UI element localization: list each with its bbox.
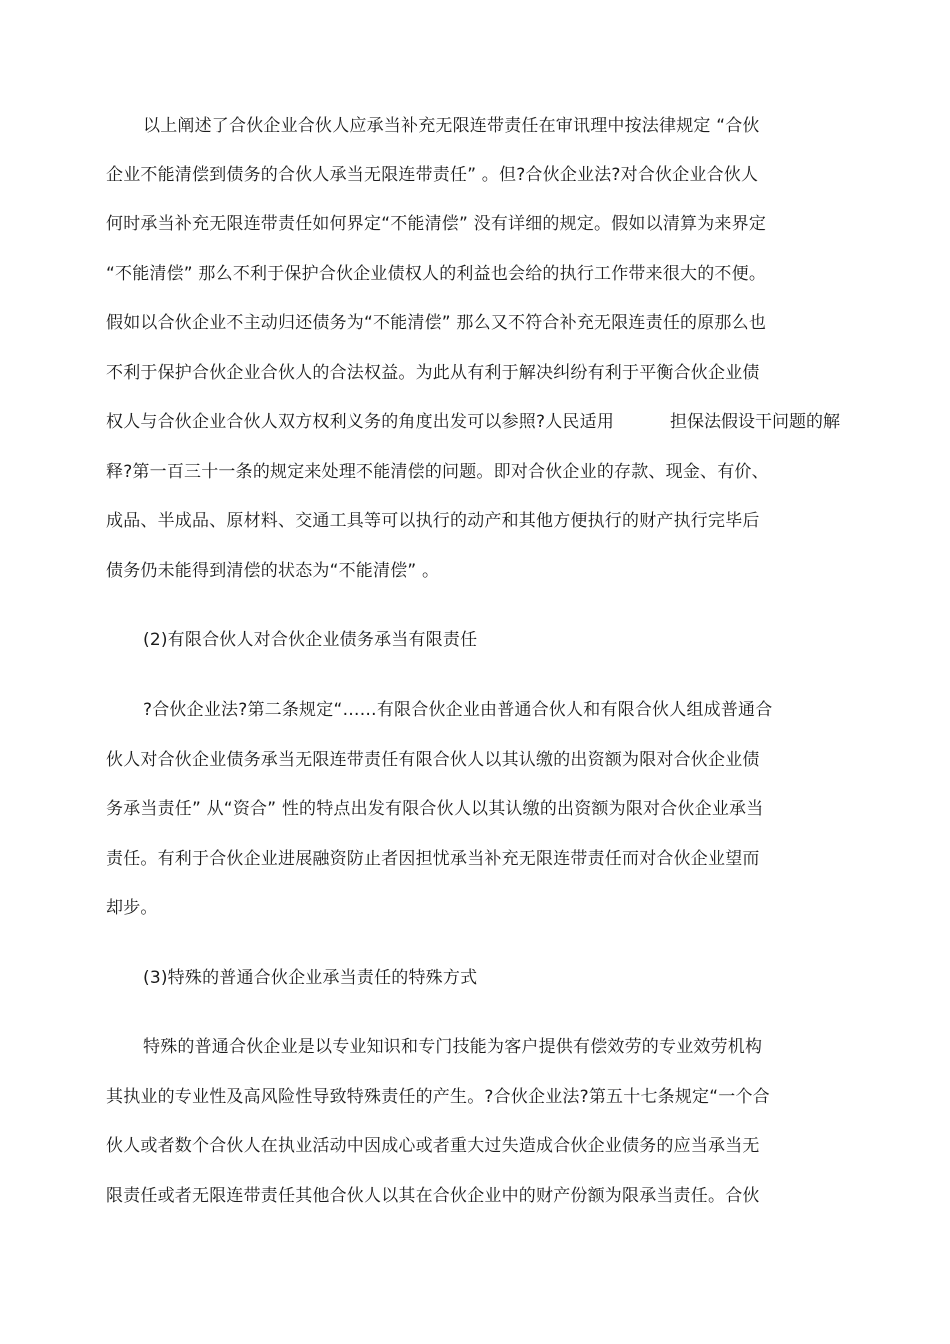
- text-line-5: 假如以合伙企业不主动归还债务为“不能清偿” 那么又不符合补充无限连责任的原那么也: [106, 313, 767, 333]
- section-heading-2: (2)有限合伙人对合伙企业债务承当有限责任: [143, 630, 478, 650]
- text-line-16: 却步。: [106, 898, 158, 918]
- text-line-3: 何时承当补充无限连带责任如何界定“不能清偿” 没有详细的规定。假如以清算为来界定: [106, 214, 767, 234]
- text-line-6: 不利于保护合伙企业合伙人的合法权益。为此从有利于解决纠纷有利于平衡合伙企业债: [106, 363, 760, 383]
- text-line-7: 权人与合伙企业合伙人双方权利义务的角度出发可以参照?人民适用: [106, 412, 615, 432]
- text-line-1: 以上阐述了合伙企业合伙人应承当补充无限连带责任在审讯理中按法律规定 “合伙: [143, 116, 760, 136]
- text-line-13: 伙人对合伙企业债务承当无限连带责任有限合伙人以其认缴的出资额为限对合伙企业债: [106, 750, 760, 770]
- text-line-9: 成品、半成品、原材料、交通工具等可以执行的动产和其他方便执行的财产执行完毕后: [106, 511, 760, 531]
- text-line-20: 伙人或者数个合伙人在执业活动中因成心或者重大过失造成合伙企业债务的应当承当无: [106, 1136, 760, 1156]
- text-line-15: 责任。有利于合伙企业进展融资防止者因担忧承当补充无限连带责任而对合伙企业望而: [106, 849, 760, 869]
- text-line-2: 企业不能清偿到债务的合伙人承当无限连带责任” 。但?合伙企业法?对合伙企业合伙人: [106, 165, 759, 185]
- text-line-8: 释?第一百三十一条的规定来处理不能清偿的问题。即对合伙企业的存款、现金、有价、: [106, 462, 769, 482]
- section-heading-3: (3)特殊的普通合伙企业承当责任的特殊方式: [143, 968, 478, 988]
- text-line-14: 务承当责任” 从“资合” 性的特点出发有限合伙人以其认缴的出资额为限对合伙企业承当: [106, 799, 764, 819]
- overlapping-text: 担保法假设干问题的解: [670, 412, 840, 432]
- text-line-19: 其执业的专业性及高风险性导致特殊责任的产生。?合伙企业法?第五十七条规定“一个合: [106, 1087, 770, 1107]
- text-line-4: “不能清偿” 那么不利于保护合伙企业债权人的利益也会给的执行工作带来很大的不便。: [106, 264, 767, 284]
- text-line-12: ?合伙企业法?第二条规定“……有限合伙企业由普通合伙人和有限合伙人组成普通合: [143, 700, 773, 720]
- text-line-18: 特殊的普通合伙企业是以专业知识和专门技能为客户提供有偿效劳的专业效劳机构: [143, 1037, 763, 1057]
- text-line-21: 限责任或者无限连带责任其他合伙人以其在合伙企业中的财产份额为限承当责任。合伙: [106, 1186, 760, 1206]
- text-line-10: 债务仍未能得到清偿的状态为“不能清偿” 。: [106, 561, 440, 581]
